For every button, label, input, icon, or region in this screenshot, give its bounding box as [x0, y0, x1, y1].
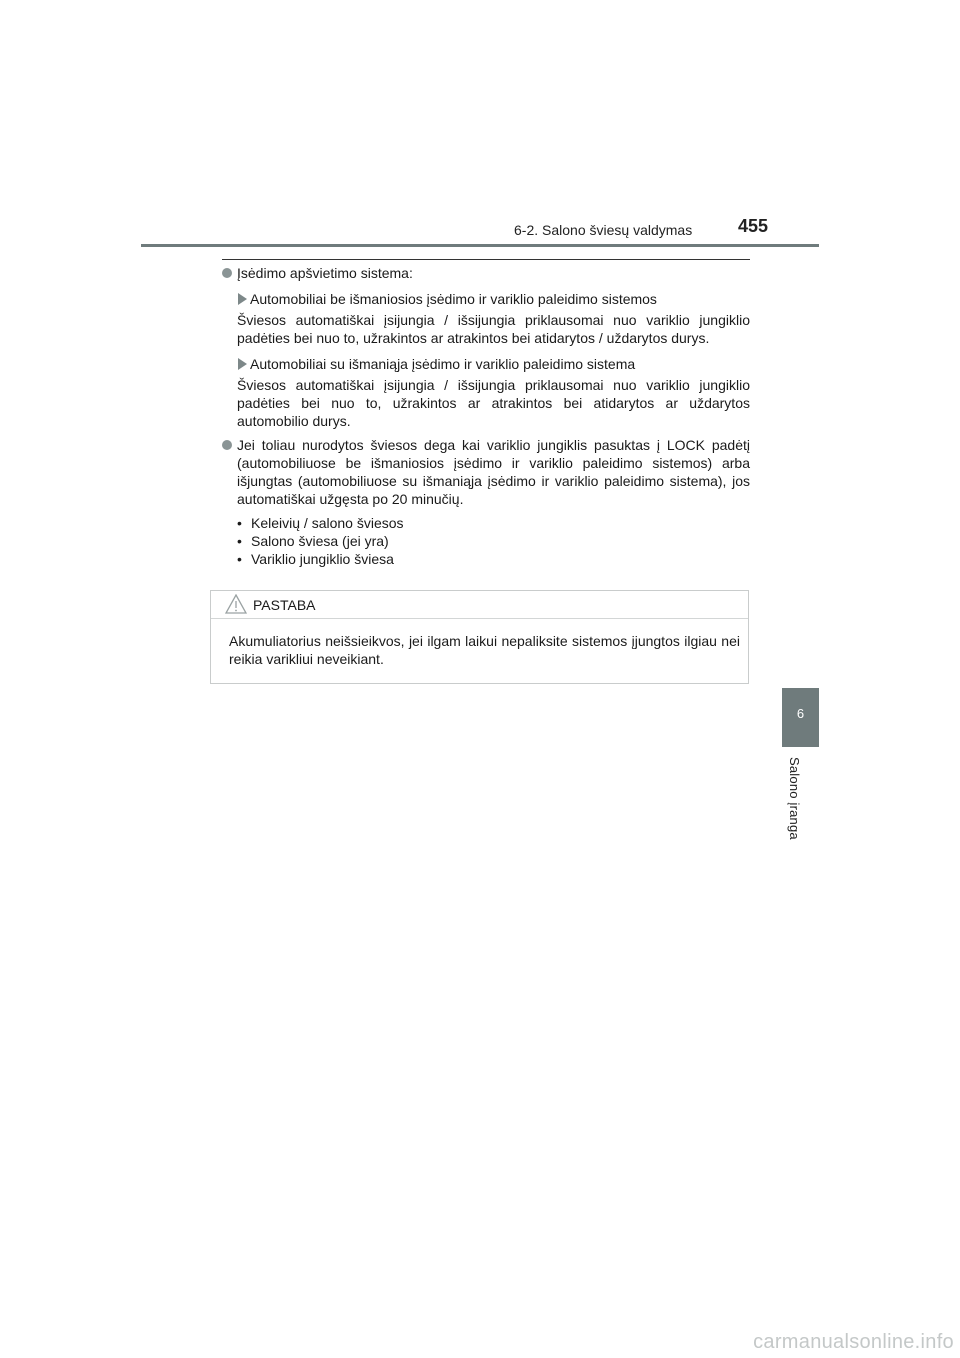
- subheading-text: Automobiliai su išmaniąja įsėdimo ir variklio paleidimo sistema: [250, 356, 636, 372]
- list-item: • Keleivių / salono šviesos: [237, 514, 750, 532]
- bullet-dot-icon: [222, 440, 232, 450]
- chapter-tab: [782, 688, 819, 747]
- paragraph-without-smart-entry: Šviesos automatiškai įsijungia / išsijungia priklausomai nuo variklio jungiklio padėties bei nuo to, užrakintos ar atrakintos bei atidarytos / uždarytos durys.: [237, 312, 750, 346]
- bullet-title: Įsėdimo apšvietimo sistema:: [237, 265, 413, 281]
- warning-triangle-icon: [225, 594, 247, 614]
- chapter-number: 6: [796, 706, 805, 721]
- notice-header-rule: [211, 618, 748, 619]
- notice-box: [210, 590, 749, 684]
- header-rule: [141, 244, 819, 247]
- bullet-dot-icon: [222, 268, 232, 278]
- header-section-title: 6-2. Salono šviesų valdymas: [514, 222, 693, 238]
- subheading-with-smart-entry: [222, 355, 750, 373]
- notice-text: Akumuliatorius neišsieikvos, jei ilgam laikui nepaliksite sistemos įjungtos ilgiau nei reikia varikliui neveikiant.: [229, 633, 740, 667]
- bullet-entry-lighting: [222, 264, 750, 282]
- chapter-label: Salono įranga: [787, 757, 802, 840]
- watermark: carmanualsonline.info: [753, 1331, 954, 1353]
- bullet-text: Jei toliau nurodytos šviesos dega kai variklio jungiklis pasuktas į LOCK padėtį (automobiliuose be išmaniosios įsėdimo ir variklio paleidimo sistemos) arba išjungtas (automobiliuose su išmaniąja įsėdimo ir variklio paleidimo sistema), jos automatiškai užgęsta po 20 minučių.: [237, 437, 750, 507]
- main-content: [222, 264, 750, 568]
- page-number: 455: [738, 216, 769, 236]
- subheading-without-smart-entry: [222, 290, 750, 308]
- content-top-rule: [222, 259, 750, 260]
- subheading-text: Automobiliai be išmaniosios įsėdimo ir variklio paleidimo sistemos: [250, 291, 657, 307]
- list-item: • Variklio jungiklio šviesa: [237, 550, 750, 568]
- list-item: • Salono šviesa (jei yra): [237, 532, 750, 550]
- paragraph-with-smart-entry: Šviesos automatiškai įsijungia / išsijungia priklausomai nuo variklio jungiklio padėties bei nuo to, užrakintos ar atrakintos bei atidarytos ar uždarytos automobilio durys.: [237, 377, 750, 429]
- lights-list: [222, 514, 750, 568]
- triangle-marker-icon: [238, 293, 247, 305]
- triangle-marker-icon: [238, 358, 247, 370]
- notice-title: PASTABA: [253, 597, 316, 613]
- bullet-entry-auto-off: [222, 436, 750, 508]
